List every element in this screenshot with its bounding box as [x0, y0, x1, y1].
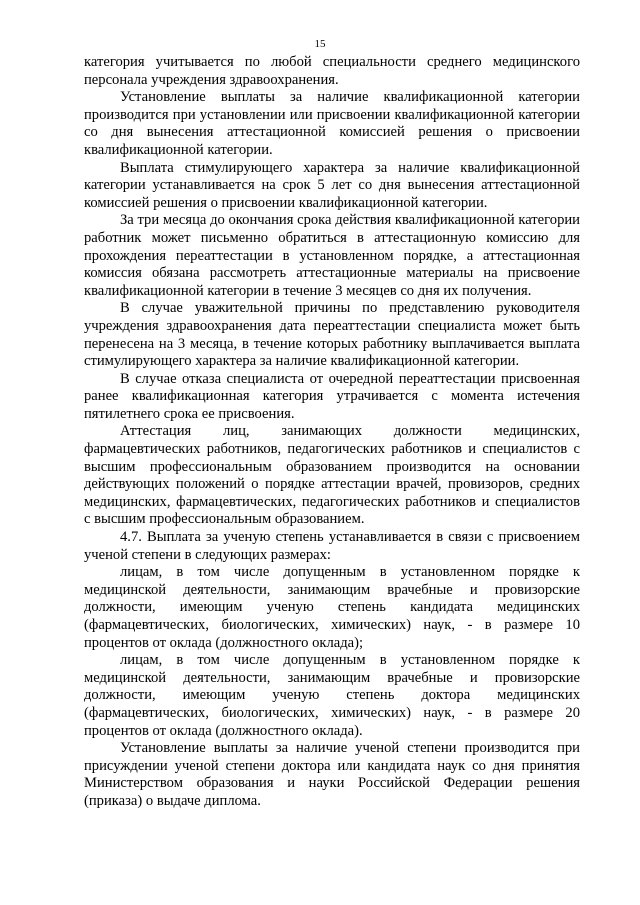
paragraph-candidate-degree: лицам, в том числе допущенным в установленном порядке к медицинской деятельности, занимающим врачебные и провизорские должности, имеющим ученую степень кандидата медицинских (фармацевтических, биологических, химических) наук, - в размере 10 процентов от оклада (должностного оклада);: [84, 564, 580, 651]
paragraph-category-specialty: категория учитывается по любой специальности среднего медицинского персонала учреждения здравоохранения.: [84, 54, 580, 88]
paragraph-degree-payment-start: Установление выплаты за наличие ученой степени производится при присуждении ученой степени доктора или кандидата наук со дня принятия Министерством образования и науки Российской Федерации решения (приказа) о выдаче диплома.: [84, 740, 580, 809]
paragraph-section-4-7: 4.7. Выплата за ученую степень устанавливается в связи с присвоением ученой степени в следующих размерах:: [84, 529, 580, 563]
page-number: 15: [314, 38, 326, 50]
paragraph-payment-term: Выплата стимулирующего характера за наличие квалификационной категории устанавливается на срок 5 лет со дня вынесения аттестационной комиссией решения о присвоении квалификационной категории.: [84, 159, 580, 211]
document-body: [84, 54, 580, 811]
paragraph-reattestation-postponement: В случае уважительной причины по представлению руководителя учреждения здравоохранения дата переаттестации специалиста может быть перенесена на 3 месяца, в течение которых работнику выплачивается выплата стимулирующего характера за наличие квалификационной категории.: [84, 300, 580, 370]
paragraph-reattestation-request: За три месяца до окончания срока действия квалификационной категории работник может письменно обратиться в аттестационную комиссию для прохождения переаттестации в установленном порядке, а аттестационная комиссия обязана рассмотреть аттестационные материалы на присвоение квалификационной категории в течение 3 месяцев со дня их получения.: [84, 212, 580, 299]
paragraph-attestation-rules: Аттестация лиц, занимающих должности медицинских, фармацевтических работников, педагогических работников и специалистов с высшим профессиональным образованием производится на основании действующих положений о порядке аттестации врачей, провизоров, средних медицинских, фармацевтических, педагогических работников и специалистов с высшим профессиональным образованием.: [84, 423, 580, 528]
paragraph-doctor-degree: лицам, в том числе допущенным в установленном порядке к медицинской деятельности, занимающим врачебные и провизорские должности, имеющим ученую степень доктора медицинских (фармацевтических, биологических, химических) наук, - в размере 20 процентов от оклада (должностного оклада).: [84, 652, 580, 739]
paragraph-payment-establishment: Установление выплаты за наличие квалификационной категории производится при установлении или присвоении квалификационной категории со дня вынесения аттестационной комиссией решения о присвоении квалификационной категории.: [84, 89, 580, 158]
paragraph-reattestation-refusal: В случае отказа специалиста от очередной переаттестации присвоенная ранее квалификационная категория утрачивается с момента истечения пятилетнего срока ее присвоения.: [84, 370, 580, 422]
